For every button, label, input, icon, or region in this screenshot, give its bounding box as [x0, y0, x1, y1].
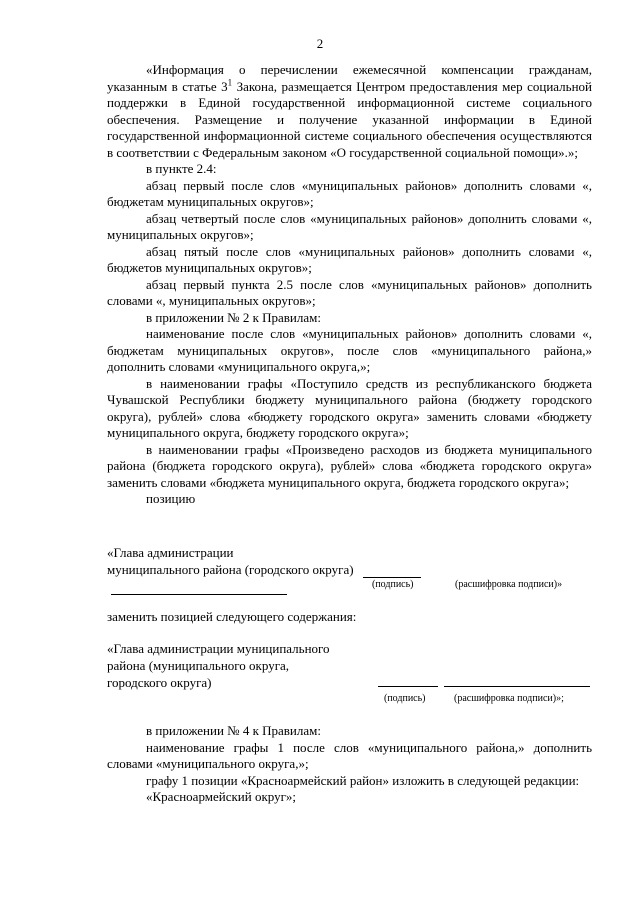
signature-new-decode-line	[444, 686, 590, 687]
signature-old-line1: «Глава администрации	[107, 545, 234, 560]
paragraph-information	[107, 62, 592, 161]
paragraph-krasnoarmeysky: «Красноармейский округ»;	[146, 789, 297, 804]
signature-decode-line	[111, 582, 287, 595]
paragraph-abz-fourth: абзац четвертый после слов «муниципальных районов» дополнить словами «, муниципальных округов»;	[107, 210, 592, 242]
paragraph-appendix-4: в приложении № 4 к Правилам:	[146, 723, 321, 738]
paragraph-position: позицию	[146, 491, 196, 506]
signature-new-line1: «Глава администрации муниципального	[107, 641, 330, 656]
paragraph-information-post: Закона, размещается Центром предоставления мер социальной поддержки в Единой государственной информационной системе социального обеспечения. Размещение и получение указанной информации в Единой государственной информационной системе социального обеспечения осуществляются в соответствии с Федеральным законом «О государственной социальной помощи».»;	[107, 78, 592, 160]
paragraph-information-pre: «Информация о перечислении ежемесячной компенсации гражданам, указанным в статье 3	[107, 62, 592, 94]
signature-new-line2: района (муниципального округа,	[107, 658, 290, 673]
signature-old-title: муниципального района (городского округа)	[107, 561, 354, 577]
signature-old-caption-sign: (подпись)	[372, 579, 414, 590]
paragraph-appendix-2: в приложении № 2 к Правилам:	[146, 309, 321, 325]
paragraph-graph-received: в наименовании графы «Поступило средств из республиканского бюджета Чувашской Республики бюджету муниципального района (бюджету городского округа), рублей» слова «бюджету городского округа» заменить словами «бюджету муниципального округа, бюджету городского округа»;	[107, 375, 592, 440]
paragraph-item-2-4: в пункте 2.4:	[146, 161, 217, 176]
signature-new-line3: городского округа)	[107, 675, 212, 690]
signature-new-line	[378, 686, 438, 687]
signature-new-caption-decode: (расшифровка подписи)»;	[454, 693, 564, 704]
paragraph-abz-first: абзац первый после слов «муниципальных районов» дополнить словами «, бюджетам муниципальных округов»;	[107, 177, 592, 209]
paragraph-graph1-name: наименование графы 1 после слов «муниципального района,» дополнить словами «муниципального округа,»;	[107, 739, 592, 771]
paragraph-item-2-5: абзац первый пункта 2.5 после слов «муниципальных районов» дополнить словами «, муниципальных округов»;	[107, 276, 592, 308]
paragraph-abz-fifth: абзац пятый после слов «муниципальных районов» дополнить словами «, бюджетов муниципальных округов»;	[107, 243, 592, 275]
signature-old-caption-decode: (расшифровка подписи)»	[455, 579, 563, 590]
article-superscript: 1	[227, 77, 233, 88]
page-number: 2	[316, 36, 324, 51]
signature-new-caption-sign: (подпись)	[384, 693, 426, 704]
amendment-text	[107, 62, 592, 508]
signature-line	[363, 565, 421, 578]
paragraph-graph-expenses: в наименовании графы «Произведено расходов из бюджета муниципального района (бюджета городского округа), рублей» слова «бюджета городского округа» заменить словами «бюджета муниципального округа, бюджета городского округа»;	[107, 441, 592, 490]
appendix-4-text	[107, 723, 592, 806]
signature-block-new	[107, 640, 330, 691]
paragraph-graph1-position: графу 1 позиции «Красноармейский район» изложить в следующей редакции:	[146, 772, 580, 788]
paragraph-replace: заменить позицией следующего содержания:	[107, 609, 357, 624]
paragraph-name-change: наименование после слов «муниципальных районов» дополнить словами «, бюджетам муниципальных округов», после слов «муниципального района,» дополнить словами «муниципального округа,»;	[107, 326, 592, 374]
